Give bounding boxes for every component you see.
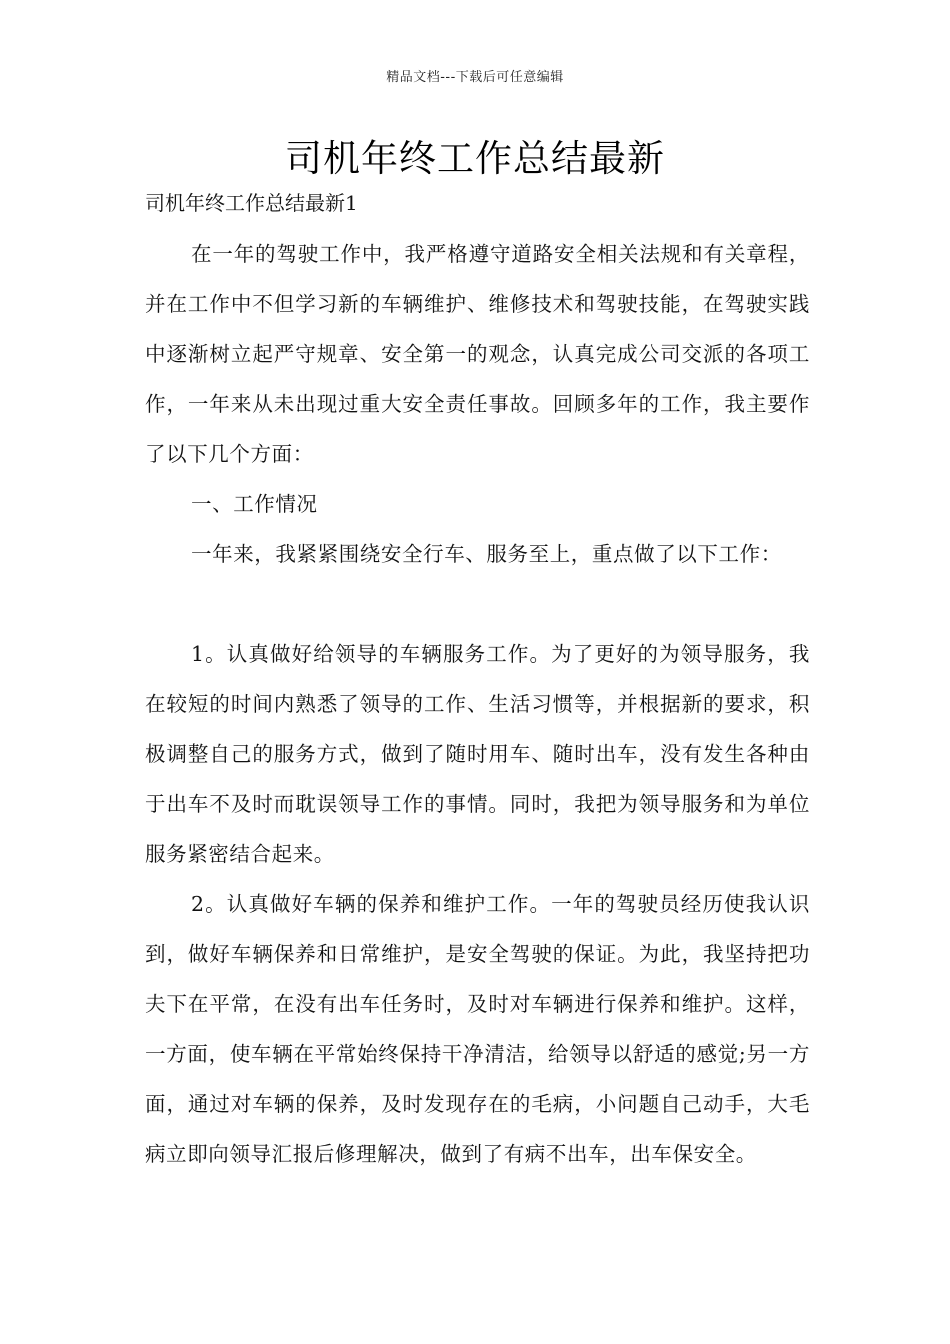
blank-line bbox=[145, 579, 810, 629]
section-subheading: 司机年终工作总结最新1 bbox=[145, 191, 358, 215]
document-title: 司机年终工作总结最新 bbox=[285, 137, 665, 180]
section-heading-work: 一、工作情况 bbox=[191, 492, 318, 516]
document-body bbox=[145, 229, 810, 1179]
paragraph-intro: 在一年的驾驶工作中，我严格遵守道路安全相关法规和有关章程，并在工作中不但学习新的车辆维护、维修技术和驾驶技能，在驾驶实践中逐渐树立起严守规章、安全第一的观念，认真完成公司交派的各项工作，一年来从未出现过重大安全责任事故。回顾多年的工作，我主要作了以下几个方面： bbox=[145, 242, 810, 466]
paragraph-item-1: 1。认真做好给领导的车辆服务工作。为了更好的为领导服务，我在较短的时间内熟悉了领导的工作、生活习惯等，并根据新的要求，积极调整自己的服务方式，做到了随时用车、随时出车，没有发生各种由于出车不及时而耽误领导工作的事情。同时，我把为领导服务和为单位服务紧密结合起来。 bbox=[145, 642, 810, 866]
header-note: 精品文档---下载后可任意编辑 bbox=[386, 70, 564, 85]
paragraph-item-2: 2。认真做好车辆的保养和维护工作。一年的驾驶员经历使我认识到，做好车辆保养和日常维护，是安全驾驶的保证。为此，我坚持把功夫下在平常，在没有出车任务时，及时对车辆进行保养和维护。这样，一方面，使车辆在平常始终保持干净清洁，给领导以舒适的感觉;另一方面，通过对车辆的保养，及时发现存在的毛病，小问题自己动手，大毛病立即向领导汇报后修理解决，做到了有病不出车，出车保安全。 bbox=[145, 892, 810, 1166]
paragraph-work-summary: 一年来，我紧紧围绕安全行车、服务至上，重点做了以下工作： bbox=[191, 542, 782, 566]
